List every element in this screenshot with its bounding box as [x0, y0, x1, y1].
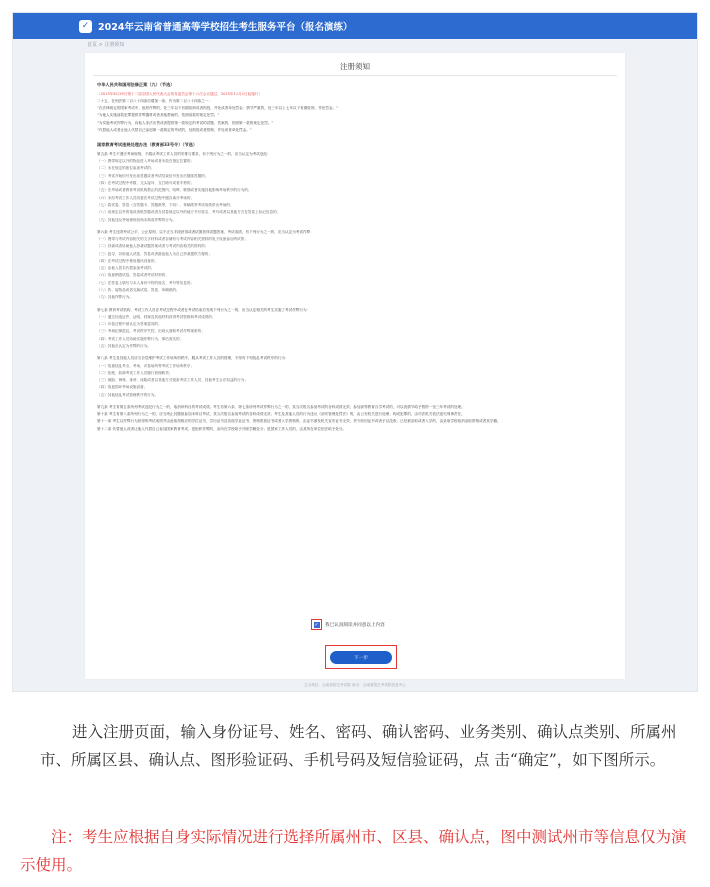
- article-item: （三）威胁、侮辱、诽谤、诬陷或者以其他方式侵害考试工作人员、其他考生合法权益的行为；: [97, 378, 248, 383]
- article-11: 第十一条 考生以作弊行为获得的考试成绩并由此取得相应的学位证书、学历证书及其他学业证书、资格资质证书或者入学资格的，由证书颁发机关宣布证书无效，责令收回证书或者予以没收；已经被录取或者入学的，由录取学校取消录取资格或者其学籍。: [97, 419, 501, 424]
- article-item: （三）考场纪律混乱、考试秩序失控，出现大面积考试作弊现象的；: [97, 329, 205, 334]
- agree-row[interactable]: [311, 619, 385, 630]
- portal-title: 2024年云南省普通高等学校招生考生服务平台（报名演练）: [98, 22, 353, 33]
- regulation-title: 国家教育考试违规处理办法（教育部33号令）（节选）: [97, 141, 198, 147]
- breadcrumb-sep: >: [98, 42, 103, 48]
- article-item: （四）在考试过程中旁窥、交头接耳、互打暗号或者手势的；: [97, 181, 195, 186]
- article-item: （八）用规定以外的笔或者纸答题或者在试卷规定以外的地方书写姓名、考号或者以其他方式在答卷上标记信息的；: [97, 210, 281, 215]
- page-footer: 主办单位：云南省招生考试院 承办：云南省招生考试院信息中心: [304, 683, 406, 687]
- law-para: “代替他人或者让他人代替自己参加第一款规定的考试的，处拘役或者管制，并处或者单处罚金。”: [97, 127, 252, 132]
- article-item: （三）考试开始信号发出前答题或者考试结束信号发出后继续答题的；: [97, 173, 209, 178]
- article-item: （四）在考试过程中使用通讯设备的；: [97, 258, 159, 263]
- article-item: （五）其他扰乱考试管理秩序的行为。: [97, 392, 159, 397]
- article-item: （四）考试工作人员协助实施作弊行为，事后查实的；: [97, 336, 184, 341]
- article-item: （六）未经考试工作人员同意在考试过程中擅自离开考场的；: [97, 195, 195, 200]
- article-6-lead: 第六条 考生违背考试公平、公正原则，以不正当手段获得或者试图获得试题答案、考试成绩，有下列行为之一的，应当认定为考试作弊：: [97, 229, 314, 234]
- article-item: （五）在考场或者教育考试机构禁止的范围内，喧哗、吸烟或者实施其他影响考场秩序的行为的；: [97, 188, 252, 193]
- article-item: （二）抄袭或者协助他人抄袭试题答案或者与考试内容相关的资料的；: [97, 244, 209, 249]
- article-item: （七）将试卷、答卷（含答题卡、答题纸等，下同）、草稿纸等考试用纸带出考场的；: [97, 202, 234, 207]
- agree-checkbox[interactable]: [311, 619, 322, 630]
- article-8-lead: 第八条 考生及其他人员应当自觉维护考试工作场所的秩序，服从考试工作人员的管理，不得有下列扰乱考试秩序的行为：: [97, 356, 289, 361]
- article-item: （一）携带规定以外的物品进入考场或者未放在指定位置的；: [97, 159, 195, 164]
- article-item: （四）故意损坏考场设施设备；: [97, 385, 148, 390]
- portal-logo-icon: ✓: [79, 20, 92, 33]
- law-note: （2015年8月29日第十二届全国人民代表大会常务委员会第十六次会议通过，2015年11月1日起施行）: [97, 92, 262, 96]
- breadcrumb-current: 注册须知: [104, 42, 125, 48]
- article-7-lead: 第七条 教育考试机构、考试工作人员在考试过程中或者在考试结束后发现下列行为之一的，应当认定相关的考生实施了考试作弊行为：: [97, 307, 311, 312]
- note-text: 注：考生应根据自身实际情况进行选择所属州市、区县、确认点，图中测试州市等信息仅为演示使用。: [20, 828, 687, 874]
- screenshot-frame: [12, 12, 698, 692]
- breadcrumb-home[interactable]: 首页: [87, 42, 98, 48]
- portal-header: [13, 13, 697, 39]
- article-9: 第九条 考生有第五条所列考试违纪行为之一的，取消该科目的考试成绩。考生有第六条、第七条所列考试作弊行为之一的，其当次报名参加考试的各科成绩无效；参加高等教育自学考试的，可以视情节给予暂停一至三年考试的处理。: [97, 405, 465, 409]
- next-button-highlight: [325, 645, 397, 669]
- law-para: 二十五、在刑法第二百八十四条后增加一条，作为第二百八十四条之一：: [97, 99, 212, 103]
- article-5-lead: 第五条 考生不遵守考场规则，不服从考试工作人员的安排与要求，有下列行为之一的，应当认定为考试违纪：: [97, 151, 271, 156]
- article-item: （九）其他违反考场规则但尚未构成作弊的行为。: [97, 217, 177, 222]
- article-item: （二）评卷过程中被认定为答案雷同的；: [97, 322, 162, 327]
- notice-panel: [85, 53, 625, 679]
- law-para: “为实施考试作弊行为，向他人非法出售或者提供第一款规定的考试的试题、答案的，依照第一款的规定处罚。”: [97, 120, 274, 125]
- article-item: （二）拒绝、妨碍考试工作人员履行管理职责；: [97, 370, 173, 375]
- article-item: （五）其他应认定为作弊的行为。: [97, 344, 151, 349]
- agree-label: 我已认真阅读并同意以上内容: [325, 622, 385, 628]
- article-10: 第十条 考生有第八条所列行为之一的，应当终止其继续参加本科目考试，其当次报名参加考试的各科成绩无效；考生及其他人员的行为违反《治安管理处罚法》的，由公安机关进行处理；构成犯罪的，由司法机关依法追究刑事责任。: [97, 412, 465, 417]
- article-item: （六）故意销毁试卷、答卷或者考试材料的；: [97, 273, 169, 278]
- article-item: （二）未在规定的座位参加考试的；: [97, 166, 155, 171]
- law-para: “在法律规定的国家考试中，组织作弊的，处三年以下有期徒刑或者拘役，并处或者单处罚金；情节严重的，处三年以上七年以下有期徒刑，并处罚金。”: [97, 106, 338, 111]
- checkmark-icon: ✓: [314, 621, 319, 628]
- title-divider: [93, 75, 617, 76]
- article-item: （九）其他作弊行为。: [97, 295, 133, 300]
- article-item: （一）通过伪造证件、证明、档案及其他材料获得考试资格和考试成绩的；: [97, 314, 216, 319]
- article-item: （五）由他人冒名代替参加考试的；: [97, 266, 155, 271]
- breadcrumb: [87, 41, 124, 48]
- article-item: （八）传、接物品或者交换试卷、答卷、草稿纸的；: [97, 288, 180, 293]
- instruction-text: 进入注册页面，输入身份证号、姓名、密码、确认密码、业务类别、确认点类别、所属州市、所属区县、确认点、图形验证码、手机号码及短信验证码，点 击“确定”，如下图所示。: [40, 723, 677, 769]
- article-item: （三）抢夺、窃取他人试卷、答卷或者胁迫他人为自己抄袭提供方便的；: [97, 251, 212, 256]
- law-para: “为他人实施前款犯罪提供作弊器材或者其他帮助的，依照前款的规定处罚。”: [97, 113, 220, 118]
- article-12: 第十二条 代替他人或者让他人代替自己参加国家教育考试，是组织作弊的，由所在学校给予开除学籍处分；是国家工作人员的，由其所在单位依法给予处分。: [97, 426, 347, 431]
- article-item: （七）在答卷上填写与本人身份不符的姓名、考号等信息的；: [97, 280, 195, 285]
- article-item: （一）携带与考试内容相关的文字材料或者存储有与考试内容相关资料的电子设备参加考试的；: [97, 236, 248, 241]
- article-item: （一）故意扰乱考点、考场、评卷场所等考试工作场所秩序；: [97, 363, 195, 368]
- next-button[interactable]: 下一步: [330, 651, 392, 664]
- notice-title: 注册须知: [340, 62, 370, 71]
- law-title: 中华人民共和国刑法修正案（九）（节选）: [97, 82, 175, 87]
- notice-body: [97, 79, 615, 433]
